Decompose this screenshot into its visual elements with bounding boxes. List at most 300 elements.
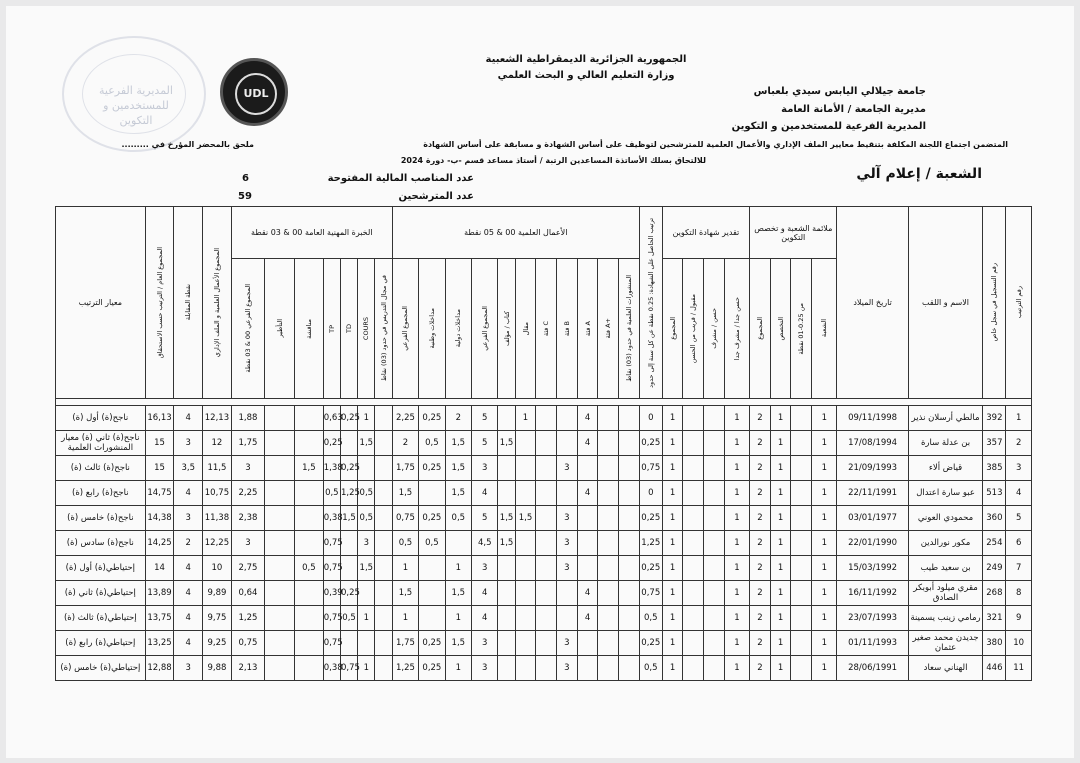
supervision	[265, 431, 295, 456]
ministry-title: وزارة التعليم العالي و البحث العلمي	[497, 70, 675, 81]
col-pub-a-plus: فئة A+	[604, 318, 613, 339]
total-score: 13,25	[145, 631, 174, 656]
table-row	[56, 631, 1032, 656]
pub-c	[536, 431, 557, 456]
conf-national: 0,25	[419, 656, 445, 681]
col-teach-defense: مناقشة	[304, 318, 313, 339]
empty-cell	[375, 631, 392, 656]
graduation-order: 0,75	[639, 581, 662, 606]
branch: 1	[812, 581, 837, 606]
registration-number: 249	[983, 556, 1006, 581]
pub-sum: 4,5	[472, 531, 498, 556]
grade-fair	[683, 531, 704, 556]
positions-value: 6	[242, 173, 249, 184]
pub-sum: 3	[472, 556, 498, 581]
conf-national: 0,5	[419, 431, 445, 456]
grade-fair	[683, 656, 704, 681]
interview-score: 3,5	[174, 456, 203, 481]
grade-sum: 1	[662, 631, 683, 656]
grade-very-good: 1	[724, 406, 749, 431]
pub-c	[536, 581, 557, 606]
grade-fair	[683, 506, 704, 531]
fit-sum: 2	[750, 606, 771, 631]
branch: 1	[812, 656, 837, 681]
pub-a: 4	[577, 481, 598, 506]
teach-defense	[295, 431, 324, 456]
registration-number: 268	[983, 581, 1006, 606]
specialty: 1	[770, 506, 791, 531]
pub-b	[557, 406, 578, 431]
empty-cell	[619, 606, 640, 631]
teach-defense	[295, 481, 324, 506]
pub-book: 1,5	[498, 431, 515, 456]
order-number: 5	[1006, 506, 1032, 531]
pub-book: 1,5	[498, 531, 515, 556]
conf-national	[419, 556, 445, 581]
pub-c	[536, 506, 557, 531]
rank-result: إحتياطي(ة) أول (ة)	[56, 556, 146, 581]
total-score: 14	[145, 556, 174, 581]
pub-sum: 4	[472, 481, 498, 506]
conf-national: 0,25	[419, 406, 445, 431]
teach-tp: 1,38	[323, 456, 340, 481]
branch-label: الشعبة / إعلام آلي	[856, 166, 982, 182]
col-grade-fair: مقبول / قريب من الحسن	[689, 293, 698, 364]
empty-cell	[791, 456, 812, 481]
teach-td	[340, 531, 357, 556]
branch: 1	[812, 406, 837, 431]
conf-sum: 0,5	[392, 531, 418, 556]
col-total: المجموع العام / الترتيب حسب الاستحقاق	[155, 246, 164, 359]
group-branch-fit: ملائمة الشعبة و تخصص التكوين	[750, 207, 837, 259]
conf-national: 0,25	[419, 506, 445, 531]
pub-a: 4	[577, 431, 598, 456]
empty-cell	[619, 481, 640, 506]
col-birth-date: تاريخ الميلاد	[837, 207, 908, 399]
total-score: 13,89	[145, 581, 174, 606]
grade-very-good: 1	[724, 431, 749, 456]
supervision	[265, 456, 295, 481]
order-number: 8	[1006, 581, 1032, 606]
col-supervision: التأطير	[275, 319, 284, 338]
directorate-name: مديرية الجامعة / الأمانة العامة	[781, 104, 926, 115]
empty-cell	[619, 556, 640, 581]
pub-b: 3	[557, 556, 578, 581]
total-score: 14,38	[145, 506, 174, 531]
col-interview: نقطة المقابلة	[184, 284, 193, 321]
pub-book	[498, 481, 515, 506]
experience-sum: 3	[231, 531, 264, 556]
teach-tp: 0,38	[323, 656, 340, 681]
pub-c	[536, 656, 557, 681]
pub-a	[577, 456, 598, 481]
subdirectorate-name: المديرية الفرعية للمستخدمين و التكوين	[731, 121, 926, 132]
graduation-order: 0,25	[639, 631, 662, 656]
candidate-name: عبو سارة اعتدال	[908, 481, 983, 506]
table-row	[56, 431, 1032, 456]
interview-score: 4	[174, 606, 203, 631]
teach-tp: 0,5	[323, 481, 340, 506]
admin-sum: 9,89	[203, 581, 232, 606]
pub-article	[515, 456, 536, 481]
admin-sum: 10	[203, 556, 232, 581]
teach-td: 0,25	[340, 406, 357, 431]
registration-number: 446	[983, 656, 1006, 681]
grade-very-good: 1	[724, 481, 749, 506]
candidate-name: قياض ألاء	[908, 456, 983, 481]
pub-a	[577, 506, 598, 531]
graduation-order: 0,25	[639, 506, 662, 531]
empty-cell	[791, 631, 812, 656]
admin-sum: 9,88	[203, 656, 232, 681]
pub-article	[515, 481, 536, 506]
table-row	[56, 531, 1032, 556]
round-stamp	[62, 36, 206, 152]
pub-sum: 3	[472, 656, 498, 681]
total-score: 15	[145, 431, 174, 456]
pub-b	[557, 581, 578, 606]
subject-line: المتضمن اجتماع اللجنة المكلفة بتنقيط معايير الملف الإداري والأعمال العلمية للمترشحين لتوظيف على أساس الشهادة و مسابقة على أساس الشهادة	[423, 140, 1008, 149]
grade-sum: 1	[662, 481, 683, 506]
teach-td: 0,25	[340, 456, 357, 481]
conf-sum: 1,5	[392, 481, 418, 506]
table-row	[56, 456, 1032, 481]
empty-cell	[619, 631, 640, 656]
teach-td	[340, 431, 357, 456]
pub-c	[536, 606, 557, 631]
supervision	[265, 531, 295, 556]
pub-sum: 3	[472, 456, 498, 481]
grade-fair	[683, 431, 704, 456]
registration-number: 321	[983, 606, 1006, 631]
admin-sum: 12,13	[203, 406, 232, 431]
teach-cours: 1,5	[358, 556, 375, 581]
order-number: 6	[1006, 531, 1032, 556]
empty-cell	[375, 606, 392, 631]
document-page	[6, 6, 1074, 758]
col-sum-publications: المجموع الفرعي	[480, 306, 489, 351]
specialty: 1	[770, 656, 791, 681]
graduation-order: 0	[639, 406, 662, 431]
interview-score: 2	[174, 531, 203, 556]
teach-tp: 0,39	[323, 581, 340, 606]
interview-score: 3	[174, 506, 203, 531]
interview-score: 4	[174, 481, 203, 506]
grade-fair	[683, 606, 704, 631]
fit-sum: 2	[750, 581, 771, 606]
experience-sum: 2,25	[231, 481, 264, 506]
specialty: 1	[770, 581, 791, 606]
empty-cell	[598, 406, 619, 431]
empty-cell	[598, 531, 619, 556]
pub-b	[557, 481, 578, 506]
col-sum-grade: المجموع	[668, 317, 677, 340]
pub-book	[498, 656, 515, 681]
empty-cell	[791, 481, 812, 506]
pub-article	[515, 531, 536, 556]
col-sum-fit: المجموع	[755, 317, 764, 340]
admin-sum: 10,75	[203, 481, 232, 506]
teach-defense	[295, 656, 324, 681]
grade-very-good: 1	[724, 631, 749, 656]
grade-good	[704, 456, 725, 481]
empty-cell	[791, 531, 812, 556]
col-admin-sum: المجموع الأعمال العلمية و الملف الإداري	[212, 247, 221, 358]
supervision	[265, 656, 295, 681]
teach-tp: 0,75	[323, 631, 340, 656]
experience-sum: 2,38	[231, 506, 264, 531]
graduation-order: 0,75	[639, 456, 662, 481]
rank-result: ناجح(ة) ثاني (ة) معيار المنشورات العلمية	[56, 431, 146, 456]
grade-fair	[683, 406, 704, 431]
fit-sum: 2	[750, 506, 771, 531]
pub-b: 3	[557, 531, 578, 556]
university-name: جامعة جيلالي اليابس سيدي بلعباس	[753, 86, 926, 97]
admin-sum: 12,25	[203, 531, 232, 556]
empty-cell	[375, 531, 392, 556]
teach-cours: 0,5	[358, 506, 375, 531]
graduation-order: 1,25	[639, 531, 662, 556]
empty-cell	[619, 506, 640, 531]
conf-national	[419, 481, 445, 506]
pub-article	[515, 631, 536, 656]
fit-sum: 2	[750, 631, 771, 656]
rank-result: إحتياطي(ة) ثالث (ة)	[56, 606, 146, 631]
empty-cell	[791, 606, 812, 631]
pub-sum: 5	[472, 506, 498, 531]
empty-cell	[619, 431, 640, 456]
birth-date: 17/08/1994	[837, 431, 908, 456]
grade-sum: 1	[662, 506, 683, 531]
candidates-label: عدد المترشحين	[398, 191, 474, 202]
experience-sum: 0,64	[231, 581, 264, 606]
order-number: 4	[1006, 481, 1032, 506]
pub-article	[515, 556, 536, 581]
teach-tp: 0,25	[323, 431, 340, 456]
pub-b: 3	[557, 656, 578, 681]
supervision	[265, 631, 295, 656]
interview-score: 3	[174, 431, 203, 456]
grade-sum: 1	[662, 406, 683, 431]
republic-title: الجمهورية الجزائرية الديمقراطية الشعبية	[485, 54, 687, 65]
fit-sum: 2	[750, 556, 771, 581]
grade-good	[704, 481, 725, 506]
pub-book	[498, 581, 515, 606]
branch: 1	[812, 506, 837, 531]
rank-result: ناجح(ة) خامس (ة)	[56, 506, 146, 531]
fit-sum: 2	[750, 456, 771, 481]
specialty: 1	[770, 556, 791, 581]
registration-number: 254	[983, 531, 1006, 556]
supervision	[265, 606, 295, 631]
conf-intl: 1	[445, 606, 471, 631]
col-intl-conf: مداخلات دولية	[454, 309, 463, 348]
empty-cell	[375, 656, 392, 681]
table-row	[56, 481, 1032, 506]
col-branch: الشعبة	[820, 319, 829, 338]
interview-score: 4	[174, 556, 203, 581]
teach-defense	[295, 531, 324, 556]
table-row	[56, 656, 1032, 681]
birth-date: 22/11/1991	[837, 481, 908, 506]
conf-intl: 1,5	[445, 431, 471, 456]
empty-cell	[791, 431, 812, 456]
teach-td: 0,5	[340, 606, 357, 631]
teach-defense: 1,5	[295, 456, 324, 481]
subject-line-2: للالتحاق بسلك الأساتذة المساعدين الرتبة / أستاذ مساعد قسم -ب- دورة 2024	[400, 156, 706, 165]
teach-defense: 0,5	[295, 556, 324, 581]
admin-sum: 12	[203, 431, 232, 456]
conf-national	[419, 606, 445, 631]
pub-book	[498, 606, 515, 631]
total-score: 14,25	[145, 531, 174, 556]
grade-very-good: 1	[724, 581, 749, 606]
birth-date: 22/01/1990	[837, 531, 908, 556]
pub-a: 4	[577, 606, 598, 631]
interview-score: 4	[174, 406, 203, 431]
grade-fair	[683, 556, 704, 581]
fit-sum: 2	[750, 531, 771, 556]
experience-sum: 2,75	[231, 556, 264, 581]
grade-very-good: 1	[724, 456, 749, 481]
col-teach-tp: TP	[327, 324, 336, 333]
col-publications: المنشورات العلمية في حدود (03) نقاط	[624, 275, 633, 382]
col-sum-experience: المجموع الفرعي 00 & 03 نقطة	[243, 284, 252, 373]
empty-cell	[375, 431, 392, 456]
teach-cours: 1	[358, 606, 375, 631]
supervision	[265, 406, 295, 431]
pub-b	[557, 606, 578, 631]
candidates-value: 59	[238, 191, 252, 202]
total-score: 16,13	[145, 406, 174, 431]
empty-cell	[375, 581, 392, 606]
grade-very-good: 1	[724, 656, 749, 681]
group-diploma-grade: تقدير شهادة التكوين	[662, 207, 749, 259]
total-score: 12,88	[145, 656, 174, 681]
branch: 1	[812, 456, 837, 481]
pub-article	[515, 581, 536, 606]
table-row	[56, 581, 1032, 606]
pub-a	[577, 556, 598, 581]
teach-tp: 0,75	[323, 606, 340, 631]
teach-defense	[295, 581, 324, 606]
registration-number: 392	[983, 406, 1006, 431]
teach-cours: 1	[358, 406, 375, 431]
table-row	[56, 606, 1032, 631]
experience-sum: 1,75	[231, 431, 264, 456]
conf-sum: 1,25	[392, 656, 418, 681]
col-national-conf: مداخلات وطنية	[427, 308, 436, 349]
empty-cell	[619, 456, 640, 481]
total-score: 13,75	[145, 606, 174, 631]
birth-date: 09/11/1998	[837, 406, 908, 431]
empty-cell	[619, 581, 640, 606]
pub-a	[577, 631, 598, 656]
branch: 1	[812, 431, 837, 456]
col-book: كتاب / مؤلف	[502, 310, 511, 347]
teach-cours	[358, 631, 375, 656]
col-order: رقم الترتيب	[1014, 286, 1023, 319]
grade-sum: 1	[662, 656, 683, 681]
admin-sum: 11,38	[203, 506, 232, 531]
pub-b	[557, 431, 578, 456]
col-teach-cours: COURS	[362, 316, 371, 341]
registration-number: 357	[983, 431, 1006, 456]
conf-sum: 1	[392, 556, 418, 581]
pub-c	[536, 481, 557, 506]
grade-very-good: 1	[724, 506, 749, 531]
teach-defense	[295, 506, 324, 531]
fit-sum: 2	[750, 656, 771, 681]
conf-intl: 0,5	[445, 506, 471, 531]
order-number: 10	[1006, 631, 1032, 656]
pub-b: 3	[557, 631, 578, 656]
pub-c	[536, 631, 557, 656]
conf-sum: 2	[392, 431, 418, 456]
col-pub-b: فئة B	[562, 320, 571, 337]
graduation-order: 0	[639, 481, 662, 506]
grade-good	[704, 506, 725, 531]
conf-national	[419, 581, 445, 606]
admin-sum: 9,75	[203, 606, 232, 631]
conf-sum: 1,5	[392, 581, 418, 606]
rank-result: إحتياطي(ة) رابع (ة)	[56, 631, 146, 656]
specialty: 1	[770, 606, 791, 631]
pub-sum: 5	[472, 406, 498, 431]
teach-td	[340, 631, 357, 656]
pub-article	[515, 656, 536, 681]
empty-cell	[598, 581, 619, 606]
empty-cell	[375, 456, 392, 481]
birth-date: 23/07/1993	[837, 606, 908, 631]
group-experience: الخبرة المهنية العامة 00 & 03 نقطة	[231, 207, 392, 259]
conf-sum: 2,25	[392, 406, 418, 431]
conf-national: 0,25	[419, 631, 445, 656]
supervision	[265, 481, 295, 506]
empty-cell	[598, 456, 619, 481]
col-pub-a: فئة A	[583, 320, 592, 337]
grade-good	[704, 431, 725, 456]
empty-cell	[791, 506, 812, 531]
candidate-name: محمودي العوني	[908, 506, 983, 531]
pub-c	[536, 531, 557, 556]
rank-result: إحتياطي(ة) خامس (ة)	[56, 656, 146, 681]
experience-sum: 3	[231, 456, 264, 481]
empty-cell	[619, 656, 640, 681]
conf-intl: 1,5	[445, 456, 471, 481]
pub-article	[515, 431, 536, 456]
grade-fair	[683, 456, 704, 481]
empty-cell	[598, 481, 619, 506]
total-score: 14,75	[145, 481, 174, 506]
branch: 1	[812, 531, 837, 556]
col-teach-td: TD	[345, 324, 354, 333]
specialty: 1	[770, 631, 791, 656]
teach-td: 0,25	[340, 581, 357, 606]
teach-tp: 0,75	[323, 531, 340, 556]
empty-cell	[598, 606, 619, 631]
rank-result: ناجح(ة) رابع (ة)	[56, 481, 146, 506]
empty-cell	[598, 556, 619, 581]
specialty: 1	[770, 431, 791, 456]
rank-result: ناجح(ة) سادس (ة)	[56, 531, 146, 556]
pub-article	[515, 606, 536, 631]
conf-intl	[445, 531, 471, 556]
conf-intl: 1,5	[445, 581, 471, 606]
pub-book	[498, 406, 515, 431]
pub-c	[536, 456, 557, 481]
table-row	[56, 556, 1032, 581]
